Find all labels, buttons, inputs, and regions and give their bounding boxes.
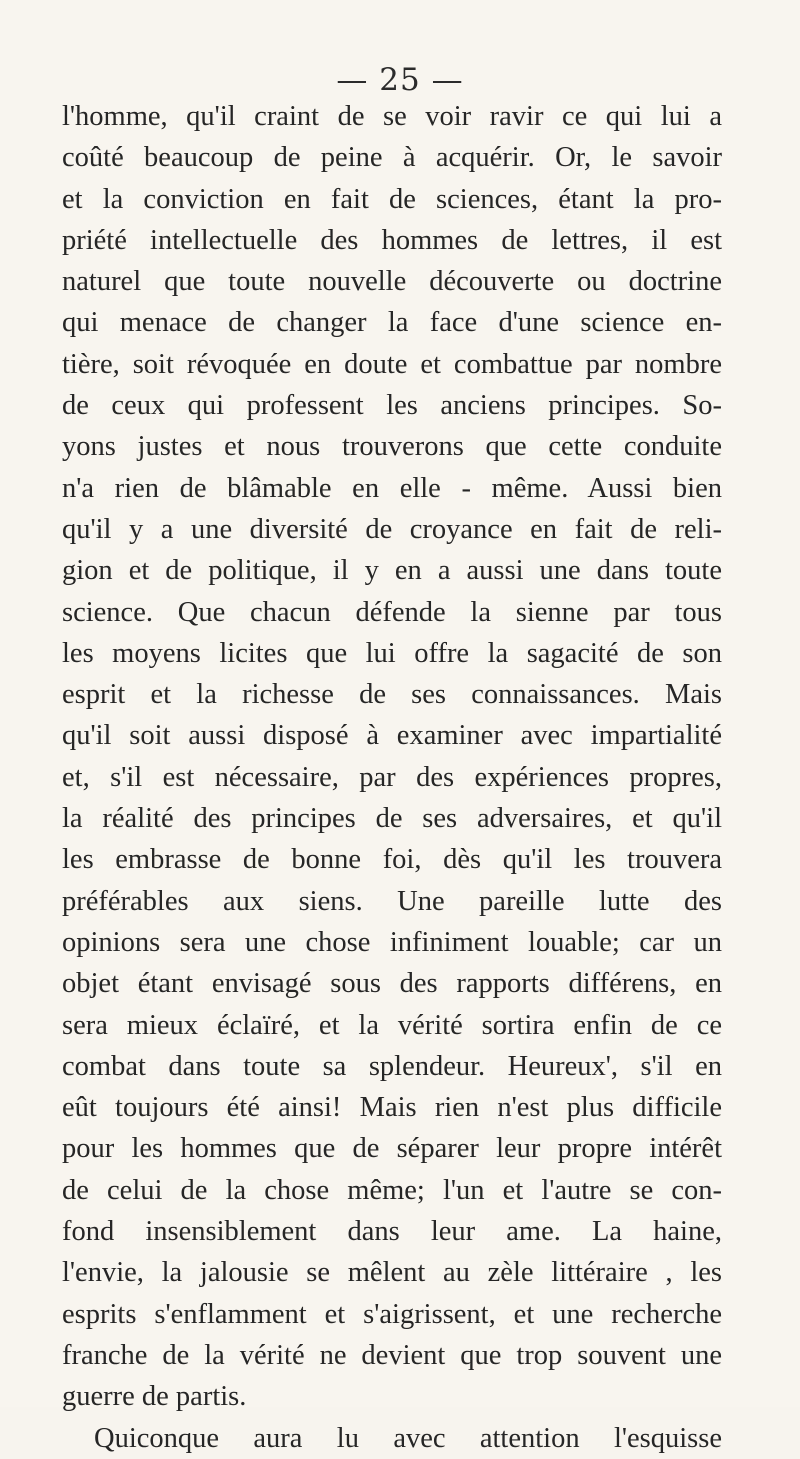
text-line: objet étant envisagé sous des rapports différens, en: [62, 968, 722, 1000]
text-line: qu'il soit aussi disposé à examiner avec impartialité: [62, 720, 722, 752]
text-line: esprits s'enflamment et s'aigrissent, et une recherche: [62, 1298, 722, 1330]
text-line: et, s'il est nécessaire, par des expériences propres,: [62, 761, 722, 793]
text-line: de ceux qui professent les anciens principes. So-: [62, 390, 722, 422]
text-line: guerre de partis.: [62, 1381, 247, 1413]
text-line: la réalité des principes de ses adversaires, et qu'il: [62, 803, 722, 835]
text-line: gion et de politique, il y en a aussi une dans toute: [62, 555, 722, 587]
text-line: coûté beaucoup de peine à acquérir. Or, le savoir: [62, 142, 722, 174]
text-line: les embrasse de bonne foi, dès qu'il les trouvera: [62, 844, 722, 876]
text-line: qu'il y a une diversité de croyance en fait de reli-: [62, 513, 722, 545]
text-line: opinions sera une chose infiniment louable; car un: [62, 926, 722, 958]
text-line: qui menace de changer la face d'une science en-: [62, 307, 722, 339]
text-line: esprit et la richesse de ses connaissances. Mais: [62, 679, 722, 711]
text-line: science. Que chacun défende la sienne par tous: [62, 596, 722, 628]
text-line: fond insensiblement dans leur ame. La haine,: [62, 1216, 722, 1248]
text-line: de celui de la chose même; l'un et l'autre se con-: [62, 1174, 722, 1206]
text-line: n'a rien de blâmable en elle - même. Aussi bien: [62, 472, 722, 504]
text-line: combat dans toute sa splendeur. Heureux', s'il en: [62, 1050, 722, 1082]
body-text: [62, 96, 722, 1459]
text-line: Quiconque aura lu avec attention l'esquisse: [94, 1422, 722, 1454]
text-line: l'envie, la jalousie se mêlent au zèle littéraire , les: [62, 1257, 722, 1289]
text-line: naturel que toute nouvelle découverte ou doctrine: [62, 266, 722, 298]
text-line: pour les hommes que de séparer leur propre intérêt: [62, 1133, 722, 1165]
page-number: — 25 —: [336, 62, 464, 98]
text-line: tière, soit révoquée en doute et combattue par nombre: [62, 348, 722, 380]
text-line: les moyens licites que lui offre la sagacité de son: [62, 637, 722, 669]
text-line: préférables aux siens. Une pareille lutte des: [62, 885, 722, 917]
text-line: franche de la vérité ne devient que trop souvent une: [62, 1339, 722, 1371]
text-line: et la conviction en fait de sciences, étant la pro-: [62, 183, 722, 215]
text-line: l'homme, qu'il craint de se voir ravir ce qui lui a: [62, 101, 722, 132]
text-line: priété intellectuelle des hommes de lettres, il est: [62, 224, 722, 256]
text-line: eût toujours été ainsi! Mais rien n'est plus difficile: [62, 1092, 722, 1124]
text-line: yons justes et nous trouverons que cette conduite: [62, 431, 722, 463]
text-line: sera mieux éclaïré, et la vérité sortira enfin de ce: [62, 1009, 722, 1041]
